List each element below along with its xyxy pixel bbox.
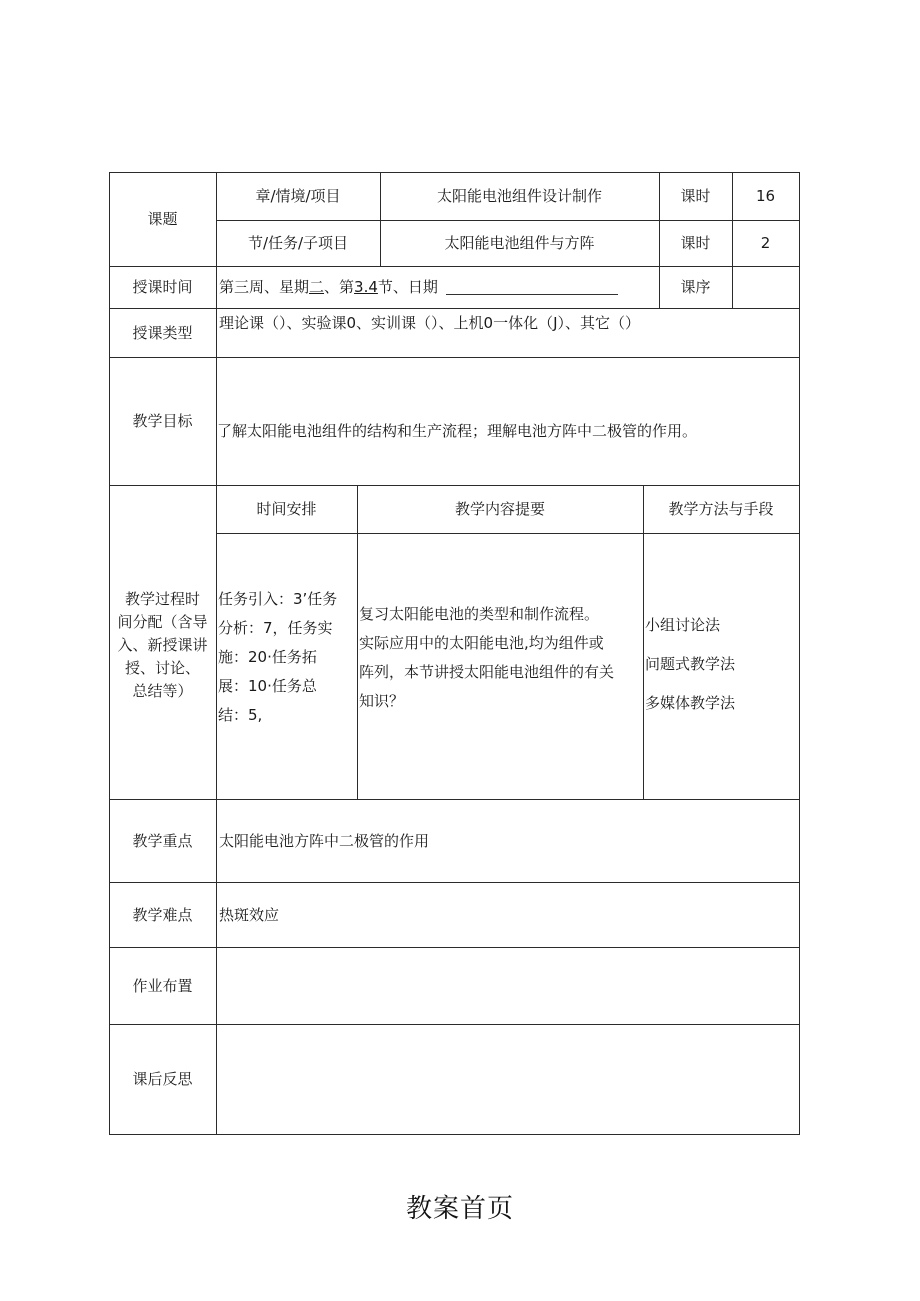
time-allocation	[216, 585, 357, 765]
objective-label: 教学目标	[132, 412, 193, 430]
time-line-5: 结：5,	[218, 706, 263, 724]
reflection-label: 课后反思	[132, 1070, 193, 1088]
process-label-line-3: 入、新授课讲	[117, 635, 208, 654]
key-point-label: 教学重点	[132, 831, 193, 850]
content-line-1: 复习太阳能电池的类型和制作流程。	[359, 605, 600, 623]
objective-value: 了解太阳能电池组件的结构和生产流程；理解电池方阵中二极管的作用。	[217, 422, 698, 440]
schedule-text-a: 第三周、星期	[219, 278, 310, 296]
section-value: 太阳能电池组件与方阵	[444, 234, 595, 252]
key-point-value: 太阳能电池方阵中二极管的作用	[219, 831, 430, 850]
section-hours-label: 课时	[680, 234, 711, 252]
difficulty-value: 热斑效应	[219, 905, 280, 924]
date-blank	[446, 280, 618, 295]
process-label	[109, 575, 216, 715]
col-content-header: 教学内容提要	[454, 500, 545, 518]
schedule-text-b: 、第	[324, 278, 355, 296]
process-label-line-5: 总结等）	[132, 681, 193, 700]
time-line-4: 展：10·任务总	[218, 677, 317, 695]
col-time-header: 时间安排	[256, 500, 317, 518]
method-line-3: 多媒体教学法	[645, 694, 736, 712]
time-line-1: 任务引入：3’任务	[218, 590, 338, 608]
section-hours-value: 2	[760, 234, 771, 252]
schedule-value	[216, 266, 659, 308]
class-type-value: 理论课（）、实验课0、实训课（）、上机0一体化（J）、其它（）	[219, 314, 641, 332]
time-line-3: 施：20·任务拓	[218, 648, 317, 666]
chapter-value: 太阳能电池组件设计制作	[436, 187, 602, 205]
schedule-periods: 3.4	[354, 278, 378, 296]
content-summary	[357, 600, 643, 740]
process-label-line-2: 间分配（含导	[117, 612, 208, 631]
method-list	[643, 606, 799, 716]
content-line-4: 知识？	[359, 692, 405, 710]
topic-label: 课题	[147, 210, 178, 228]
homework-label: 作业布置	[132, 976, 193, 995]
page-footer-title: 教案首页	[405, 1194, 514, 1224]
order-label: 课序	[680, 278, 711, 296]
process-label-line-4: 授、讨论、	[124, 658, 200, 677]
schedule-text-c: 节、日期	[377, 278, 438, 296]
col-method-header: 教学方法与手段	[668, 500, 774, 518]
time-line-2: 分析：7，任务实	[218, 619, 333, 637]
homework-value	[216, 947, 799, 1024]
reflection-value	[216, 1024, 799, 1134]
class-type-label: 授课类型	[132, 323, 193, 342]
schedule-weekday: 二	[309, 278, 325, 296]
chapter-hours-value: 16	[755, 187, 776, 205]
method-line-1: 小组讨论法	[645, 616, 721, 634]
chapter-hours-label: 课时	[680, 187, 711, 205]
chapter-label: 章/情境/项目	[255, 187, 341, 205]
content-line-2: 实际应用中的太阳能电池,均为组件或	[359, 634, 604, 652]
schedule-label: 授课时间	[132, 278, 193, 296]
section-label: 节/任务/子项目	[247, 234, 349, 252]
process-label-line-1: 教学过程时	[124, 589, 200, 608]
method-line-2: 问题式教学法	[645, 655, 736, 673]
difficulty-label: 教学难点	[132, 905, 193, 924]
content-line-3: 阵列，本节讲授太阳能电池组件的有关	[359, 663, 615, 681]
